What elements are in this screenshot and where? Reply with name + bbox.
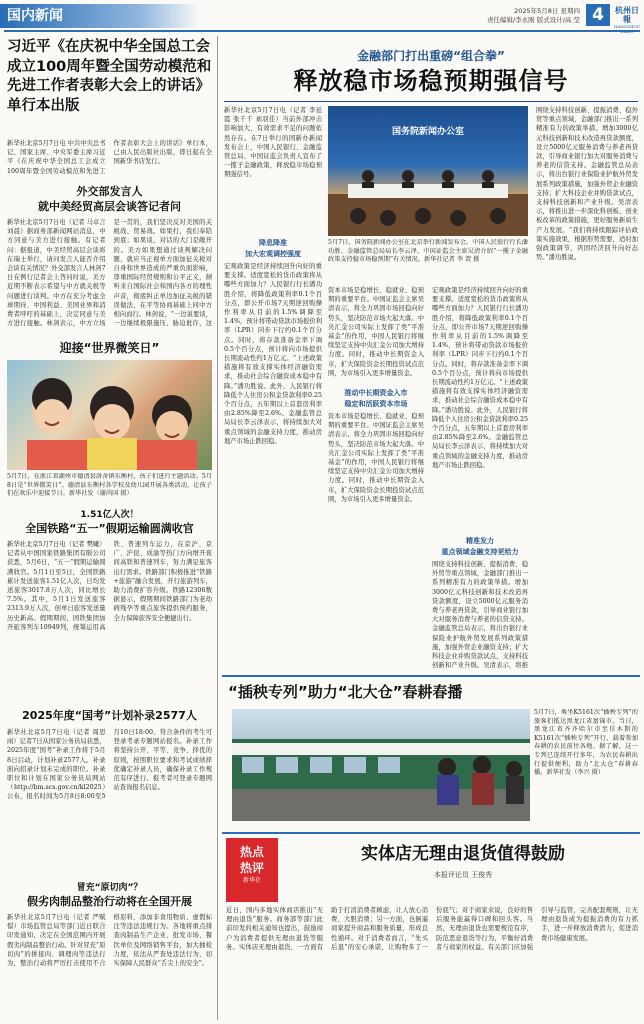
page-header [0,0,644,28]
train-photo [232,709,530,821]
finance-body-b3: 宏观政策是经济持续回升向好的重要支撑。适度宽松的货币政策将从哪些方面加力？人民银行行长潘功胜介绍，将降低政策利率0.1个百分点，即公开市场7天期逆回购操作利率从目前的1.5%调降至1.4%，预计将带动贷款市场报价利率（LPR）同步下行约0.1个百分点。同时，将存款准备金率下调0.5个百分点，预计将向市场提供长期流动性约1万亿元。“上述政策措施将有效支撑实体经济融资需求，推动社会综合融资成本稳中有降。”潘功胜说。此外，人民银行将降低个人住房公积金贷款利率0.25个百分点，五年期以上首套房利率由2.85%降至2.6%。金融监管总局局长李云泽表示，将持续加大对重点领域的金融支持力度，推动房地产市场止跌回稳。 [432,287,528,469]
exam-body: 新华社北京5月7日电（记者 周思雨）记者7日从国家公务员局获悉，2025年度“国考”补录工作将于5月8日启动，计划补录2577人。补录面向招录计划未完成的职位。补录职位和计划在国家公务员局网站（http://bm.scs.gov.cn/kl2025）公布，报名时间为5月8日8:00至5月10日18:00。符合条件的考生可登录考录专题网站报名。补录工作将坚持公开、平等、竞争、择优的原则，按照职位要求和考试成绩择优确定补录人员，确保补录工作规范有序进行。报考者可登录专题网站查询报名信息。 [7,729,212,801]
date-line [380,7,580,24]
refund-byline: 本报评论员 王俊秀 [433,871,493,879]
meat-body: 新华社北京5月7日电（记者 严赋憬）市场监管总局等部门近日联合印发通知，决定在全国范围内开展假劣肉制品整治行动。针对冒充“原切肉”的拼接肉、调理肉等违法行为，整治行动将严厉打击使用不合格原料、添加非食用物质、虚假标注等违法违规行为。各地将重点排查肉制品生产企业、批发市场、餐饮单位及网络销售平台，加大抽检力度，依法从严查处违法行为，切实保障人民群众“舌尖上的安全”。 [7,914,212,968]
spokesman-body: 新华社北京5月7日电（记者 马卓言 刘晨）据商务部新闻网站消息，中方同意与美方进行接触。有记者问：据报道，中美经贸高层会谈将在瑞士举行，请问发言人能否介绍会谈有关情况？外交部发言人林剑7日在例行记者会上答问时说，美方近期不断表示希望与中方就关税等问题进行谈判。中方在充分考虑全球期待、中国利益、美国业界和消费者呼吁的基础上，决定同意与美方进行接触。林剑表示，中方立场是一贯的，我们坚决反对美国的关税战、贸易战。如果打，我们奉陪到底；如果谈，对话的大门是敞开的。美方如果想通过谈判解决问题，就应当正视单方面加征关税对自身和世界造成的严重负面影响，尊重国际经贸规则和公平正义，倾听来自国际社会和国内各方的理性声音，彻底纠正单边加征关税的错误做法，在平等协商基础上同中方相向而行。林剑说，“一边说要谈，一边继续极限施压、胁迫讹诈，这 [7,219,212,328]
column-divider [217,36,218,1020]
train-illustration [232,709,530,821]
exam-headline: 2025年度“国考”计划补录2577人 [22,709,197,722]
train-caption: 5月7日，乘坐K5161次“插秧专列”的旅客们抵达黑龙江省富锦市。当日，黑龙江省齐齐哈尔市至佳木斯的K5161次“插秧专列”开行，载着参加春耕的农民前往各地。据了解，这一专列已连续开行多年，为农民春耕出行提供便利，助力“北大仓”春耕春播。新华社发（李兴 摄） [534,709,638,777]
meat-kicker: 冒充“原切肉”？ [76,883,143,893]
press-banner: 国务院新闻办公室 [391,127,464,137]
press-conference-photo [328,106,528,236]
finance-rule [224,101,638,102]
page-number: 4 [586,4,610,26]
refund-body: 近日，国内多地实体商店推出“无理由退货”服务。商务部等部门此前印发的相关通知也提出，鼓励商户为消费者提供无理由退货等服务。实体店无理由退货，一方面有助于打消消费者顾虑，让人放心消费、大胆消费；另一方面，也倒逼商家提升商品和服务质量，形成良性循环。对于消费者而言，“先买后退”的安心承诺，让购物多了一份底气；对于商家来说，良好的售后服务能赢得口碑和回头客。当然，无理由退货也需要规范有序，防范恶意退货等行为，平衡好消费者与商家的权益。有关部门应加强引导与监管，完善配套规则，让无理由退货成为提振消费的有力抓手，进一步释放消费潜力，促进消费市场健康发展。 [226,907,638,951]
finance-kicker: 金融部门打出重磅“组合拳” [357,49,505,63]
header-rule [4,30,640,32]
hot-comment-badge [226,838,278,902]
masthead-sub: HANGZHOU [614,24,640,29]
editor-text: 责任编辑/李永刚 版式设计/高 莹 [486,15,580,24]
spring-top-rule [222,675,640,677]
smile-day-headline: 迎接“世界微笑日” [59,341,160,355]
rail-headline: 全国铁路“五一”假期运输圆满收官 [25,522,194,535]
lead-body: 新华社北京5月7日电 中共中央总书记、国家主席、中央军委主席习近平《在庆祝中华全国总工会成立100周年暨全国劳动模范和先进工作者表彰大会上的讲话》单行本，已由人民出版社出版，即日起在全国新华书店发行。 [7,140,212,175]
smile-day-caption: 5月7日，在浙江省湖州市德清县洛舍镇东衡村，孩子们进行主题活动。5月8日是“世界微笑日”。德清县东衡村各学校及幼儿园开展各类活动，让孩子们在欢乐中迎接节日。新华社发（谢尚国 摄） [7,473,212,498]
meat-headline: 假劣肉制品整治行动将在全国开展 [27,895,192,908]
finance-body-b1: 宏观政策是经济持续回升向好的重要支撑。适度宽松的货币政策将从哪些方面加力？人民银行行长潘功胜介绍，将降低政策利率0.1个百分点，即公开市场7天期逆回购操作利率从目前的1.5%调降至1.4%，预计将带动贷款市场报价利率（LPR）同步下行约0.1个百分点。同时，将存款准备金率下调0.5个百分点，预计将向市场提供长期流动性约1万亿元。“上述政策措施将有效支撑实体经济融资需求，推动社会综合融资成本稳中有降。”潘功胜说。此外，人民银行将降低个人住房公积金贷款利率0.25个百分点，五年期以上首套房利率由2.85%降至2.6%。金融监管总局局长李云泽表示，将持续加大对重点领域的金融支持力度，推动房地产市场止跌回稳。 [224,263,322,445]
finance-sub3: 精准发力 重点领域金融支持更给力 [441,537,519,556]
refund-headline: 实体店无理由退货值得鼓励 [361,844,565,864]
rail-kicker: 1.51亿人次！ [80,510,139,520]
section-label: 国内新闻 [0,4,200,28]
refund-top-rule [222,832,640,834]
children-illustration [7,360,212,470]
lead-headline: 习近平《在庆祝中华全国总工会成立100周年暨全国劳动模范和先进工作者表彰大会上的讲话》单行本出版 [7,39,212,114]
press-photo-caption: 5月7日，国务院新闻办公室在北京举行新闻发布会。中国人民银行行长潘功胜、金融监管总局局长李云泽、中国证监会主席吴清介绍“一揽子金融政策支持稳市场稳预期”有关情况。新华社记者 李 贺 摄 [328,239,528,264]
date-text: 2025年5月8日 星期四 [514,7,580,15]
spokesman-headline: 外交部发言人 就中美经贸高层会谈答记者问 [38,185,181,213]
badge-line1: 热点 [239,845,264,859]
badge-sub: 新华社 [242,877,261,884]
finance-intro: 新华社北京5月7日电（记者 李延霞 张千千 刘羽佳）当前外部冲击影响加大，有效需求不足的问题依然存在。在7日举行的国新办新闻发布会上，中国人民银行、金融监管总局、中国证监会负责人宣布了一揽子金融政策，释放稳市场稳预期强信号。 [224,107,322,179]
finance-body-d2: 围绕支持科技创新、提振消费、稳外贸等重点领域，金融部门推出一系列精准有力的政策举措。增加3000亿元科技创新和技术改造再贷款额度，设立5000亿元服务消费与养老再贷款，引导商业银行加大对服务消费与养老的信贷支持。金融监管总局表示，将出台银行业保险业护航外贸发展系列政策措施，加强外贸企业融资支持；扩大科技企业并购贷款试点，支持科技创新和产业升级。吴清表示，将推出进一步深化科创板、创业板改革的政策措施，更好服务新质生产力发展。“我们将持续跟踪评估政策实施效果，根据形势需要，适时加强政策调节，巩固经济回升向好态势。”潘功胜说。 [536,107,638,262]
badge-line2: 热评 [239,861,264,875]
finance-body-b2: 资本市场是稳增长、稳就业、稳预期的重要平台。中国证监会主席吴清表示，将全力巩固市场回稳向好势头，坚决防范市场大起大落。中央汇金公司实际上发挥了类“平准基金”的作用，中国人民银行将继续坚定支持中央汇金公司加大增持力度。同时，推动中长期资金入市，扩大保险资金长期投资试点范围，为市场引入更多增量资金。 [328,287,424,377]
spring-headline: “插秧专列”助力“北大仓”春耕春播 [228,683,463,701]
masthead-text: 杭州日報 [615,5,639,24]
finance-sub1: 降息降准 加大宏观调控强度 [245,239,301,258]
smile-day-photo [7,360,212,470]
finance-body-d1: 围绕支持科技创新、提振消费、稳外贸等重点领域，金融部门推出一系列精准有力的政策举措。增加3000亿元科技创新和技术改造再贷款额度，设立5000亿元服务消费与养老再贷款，引导商业银行加大对服务消费与养老的信贷支持。金融监管总局表示，将出台银行业保险业护航外贸发展系列政策措施，加强外贸企业融资支持；扩大科技企业并购贷款试点，支持科技创新和产业升级。吴清表示，将推 [432,561,528,670]
finance-headline: 释放稳市场稳预期强信号 [293,67,569,95]
finance-body-c: 资本市场是稳增长、稳就业、稳预期的重要平台。中国证监会主席吴清表示，将全力巩固市场回稳向好势头，坚决防范市场大起大落。中央汇金公司实际上发挥了类“平准基金”的作用，中国人民银行将继续坚定支持中央汇金公司加大增持力度。同时，推动中长期资金入市，扩大保险资金长期投资试点范围，为市场引入更多增量资金。 [328,413,424,503]
finance-sub2: 推动中长期资金入市 稳定和活跃资本市场 [344,389,408,408]
rail-body: 新华社北京5月7日电（记者 樊曦）记者从中国国家铁路集团有限公司获悉，5月6日，“五一”假期运输圆满收官。5月1日至5日，全国铁路累计发送旅客1.51亿人次，日均发送旅客3017.8万人次，同比增长7.5%。其中，5月1日发送旅客2313.9万人次，创单日旅客发送量历史新高。假期期间，国铁集团加开旅客列车10949列，统筹运用高铁、普速列车运力，在京沪、京广、沪昆、成渝等热门方向增开夜间高铁和普速列车，努力满足旅客出行需求。铁路部门积极推进“铁路+旅游”融合发展，开行旅游列车，助力消费扩容升级。铁路12306数据显示，假期期间铁路部门为老幼病残孕等重点旅客提供预约服务，全力保障旅客安全便捷出行。 [7,541,212,631]
